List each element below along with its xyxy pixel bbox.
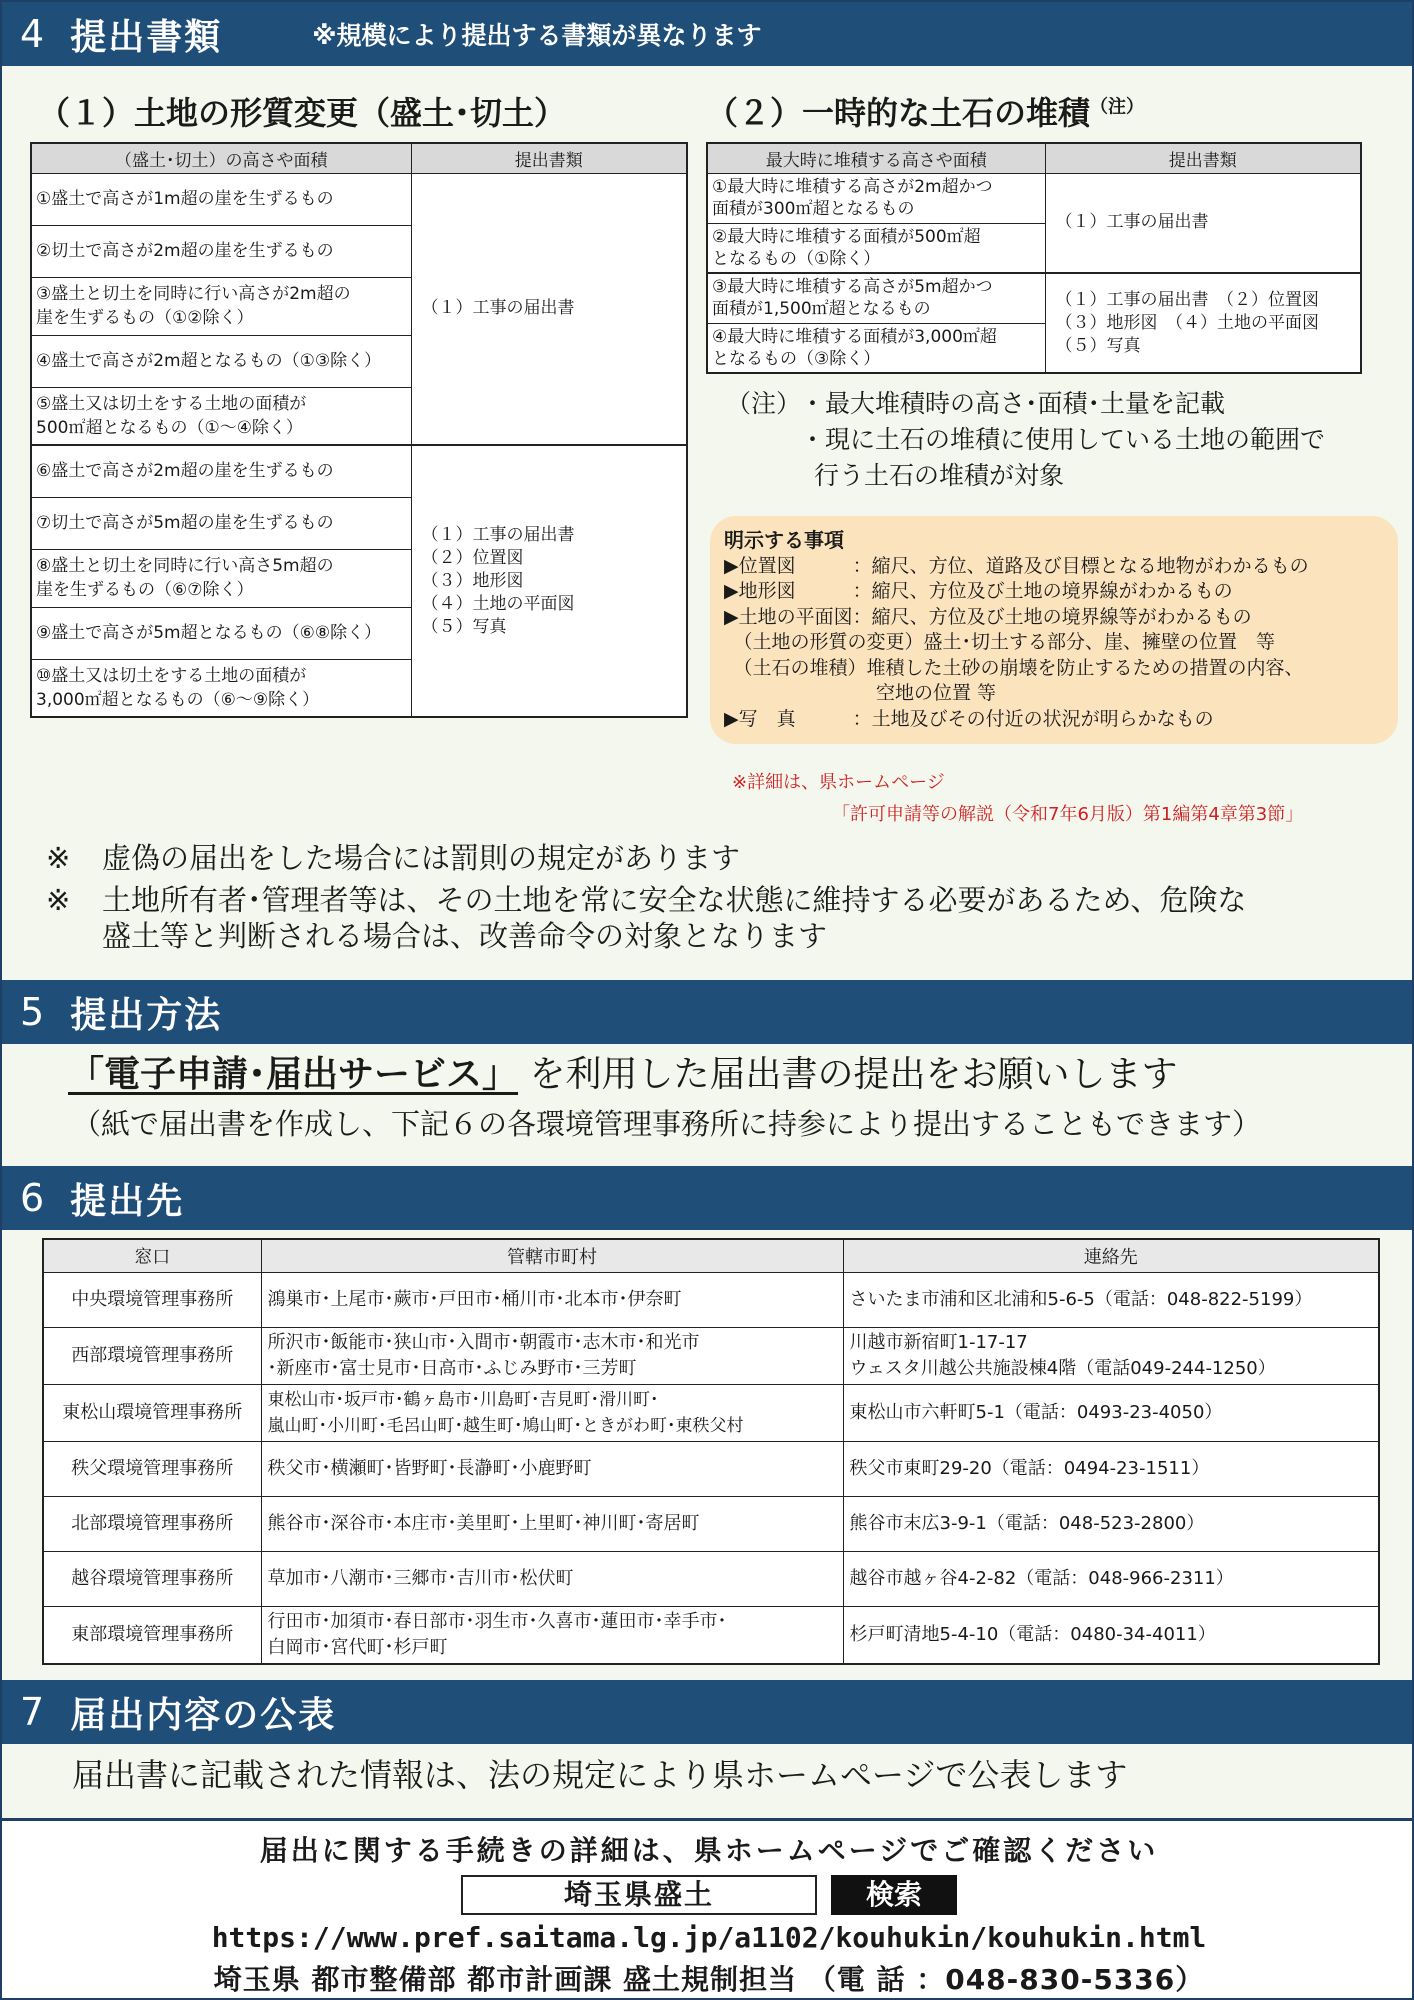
box-title: 明示する事項 (724, 528, 844, 552)
section-6-header (2, 1166, 1414, 1230)
box-line: 空地の位置 等 (724, 682, 997, 704)
section-number: 4 (20, 12, 45, 56)
table-cell: ④最大時に堆積する面積が3,000㎡超 となるもの（③除く） (707, 323, 1045, 373)
caution-order (46, 882, 1246, 954)
table-row (43, 1606, 1379, 1664)
section-title: 提出書類 (70, 16, 223, 58)
table-row (43, 1496, 1379, 1551)
box-line: （土地の形質の変更）盛土･切土する部分、崖、擁壁の位置 等 (724, 631, 1276, 653)
table-row (43, 1551, 1379, 1606)
table-cell: ②最大時に堆積する面積が500㎡超 となるもの（①除く） (707, 223, 1045, 273)
required-docs-cell: （１）工事の届出書 （２）位置図 （３）地形図 （４）土地の平面図 （５）写真 (1045, 273, 1361, 373)
jurisdiction: 熊谷市･深谷市･本庄市･美里町･上里町･神川町･寄居町 (261, 1496, 843, 1551)
homepage-url-link[interactable]: https://www.pref.saitama.lg.jp/a1102/kouhukin/kouhukin.html (211, 1921, 1207, 1954)
jurisdiction: 鴻巣市･上尾市･蕨市･戸田市･桶川市･北本市･伊奈町 (261, 1272, 843, 1327)
office-name: 中央環境管理事務所 (43, 1272, 261, 1327)
table-cell: ①最大時に堆積する高さが2m超かつ 面積が300㎡超となるもの (707, 173, 1045, 223)
contact: さいたま市浦和区北浦和5-6-5（電話：048-822-5199） (843, 1272, 1379, 1327)
column-header: 窓口 (43, 1239, 261, 1272)
table-cell: ⑤盛土又は切土をする土地の面積が 500㎡超となるもの（①～④除く） (31, 387, 411, 445)
table-cell: ⑧盛土と切土を同時に行い高さ5m超の 崖を生ずるもの（⑥⑦除く） (31, 549, 411, 607)
section-5-header (2, 980, 1414, 1044)
table-cell: ②切土で高さが2m超の崖を生ずるもの (31, 225, 411, 277)
search-keyword-field[interactable]: 埼玉県盛土 (461, 1875, 817, 1915)
heading-land-alteration: （１）土地の形質変更（盛土･切土） (38, 94, 567, 132)
footer (2, 1818, 1414, 2000)
section-7-header (2, 1680, 1414, 1744)
table-cell: ⑩盛土又は切土をする土地の面積が 3,000㎡超となるもの（⑥～⑨除く） (31, 659, 411, 717)
caution-text: 虚偽の届出をした場合には罰則の規定があります (102, 841, 741, 875)
note-text: 行う土石の堆積が対象 (814, 461, 1065, 490)
caution-text: 盛土等と判断される場合は、改善命令の対象となります (102, 919, 828, 953)
note-label: （注） (726, 389, 802, 418)
footer-lead: 届出に関する手続きの詳細は、県ホームページでご確認ください (259, 1834, 1159, 1867)
column-header: 提出書類 (411, 143, 687, 173)
contact: 東松山市六軒町5-1（電話：0493-23-4050） (843, 1384, 1379, 1441)
column-header: 提出書類 (1045, 143, 1361, 173)
publication-text: 届出書に記載された情報は、法の規定により県ホームページで公表します (72, 1756, 1128, 1794)
note-block (726, 386, 1325, 494)
section-4-header (2, 2, 1414, 66)
search-box (2, 1875, 1414, 1915)
table-cell: ③最大時に堆積する高さが5m超かつ 面積が1,500㎡超となるもの (707, 273, 1045, 323)
column-header: 連絡先 (843, 1239, 1379, 1272)
note-marker: （注） (1090, 96, 1145, 118)
table-cell: ④盛土で高さが2m超となるもの（①③除く） (31, 335, 411, 387)
office-name: 秩父環境管理事務所 (43, 1441, 261, 1496)
table-row (43, 1441, 1379, 1496)
office-name: 西部環境管理事務所 (43, 1327, 261, 1384)
caution-mark: ※ (46, 841, 71, 875)
box-line: ▶位置図 ：縮尺、方位、道路及び目標となる地物がわかるもの (724, 554, 1309, 577)
office-name: 東松山環境管理事務所 (43, 1384, 261, 1441)
section-number: 7 (20, 1690, 45, 1734)
section-note: ※規模により提出する書類が異なります (312, 21, 762, 50)
caution-penalty (46, 840, 740, 876)
stockpile-table (706, 142, 1362, 374)
section-title: 提出先 (70, 1180, 185, 1222)
submission-text: を利用した届出書の提出をお願いします (529, 1054, 1178, 1095)
caution-mark: ※ (46, 883, 71, 917)
column-header: （盛土･切土）の高さや面積 (31, 143, 411, 173)
jurisdiction: 東松山市･坂戸市･鶴ヶ島市･川島町･吉見町･滑川町･ 嵐山町･小川町･毛呂山町･越生町･鳩山町･ときがわ町･東秩父村 (261, 1384, 843, 1441)
column-header: 最大時に堆積する高さや面積 (707, 143, 1045, 173)
section-title: 提出方法 (70, 994, 223, 1036)
office-name: 北部環境管理事務所 (43, 1496, 261, 1551)
table-cell: ⑨盛土で高さが5m超となるもの（⑥⑧除く） (31, 607, 411, 659)
heading-text: （２）一時的な土石の堆積 (706, 94, 1091, 132)
jurisdiction: 所沢市･飯能市･狭山市･入間市･朝霞市･志木市･和光市 ･新座市･富士見市･日高市･ふじみ野市･三芳町 (261, 1327, 843, 1384)
e-application-service-link[interactable]: 「電子申請･届出サービス」 (68, 1054, 519, 1095)
box-line: ▶写 真 ：土地及びその付近の状況が明らかなもの (724, 707, 1214, 730)
submission-method (68, 1046, 1177, 1097)
search-button[interactable]: 検索 (831, 1875, 957, 1915)
required-items-box (710, 516, 1398, 744)
caution-text: 土地所有者･管理者等は、その土地を常に安全な状態に維持する必要があるため、危険な (102, 883, 1247, 917)
office-table (42, 1238, 1380, 1665)
table-cell: ⑦切土で高さが5m超の崖を生ずるもの (31, 497, 411, 549)
required-docs-cell: （１）工事の届出書 (1045, 173, 1361, 273)
table-cell: ⑥盛土で高さが2m超の崖を生ずるもの (31, 445, 411, 497)
section-number: 5 (20, 990, 45, 1034)
note-text: ・最大堆積時の高さ･面積･土量を記載 (800, 389, 1226, 418)
required-docs-cell: （１）工事の届出書 （２）位置図 （３）地形図 （４）土地の平面図 （５）写真 (411, 445, 687, 717)
contact: 越谷市越ヶ谷4-2-82（電話：048-966-2311） (843, 1551, 1379, 1606)
box-line: ▶土地の平面図：縮尺、方位及び土地の境界線等がわかるもの (724, 605, 1252, 628)
table-row (43, 1327, 1379, 1384)
land-alteration-table (30, 142, 688, 718)
box-line: ▶地形図 ：縮尺、方位及び土地の境界線がわかるもの (724, 580, 1233, 602)
detail-note: ※詳細は、県ホームページ (732, 772, 945, 793)
office-name: 東部環境管理事務所 (43, 1606, 261, 1664)
section-number: 6 (20, 1176, 45, 1220)
department-contact: 埼玉県 都市整備部 都市計画課 盛土規制担当 （電 話 ：048-830-5336） (213, 1963, 1205, 1996)
detail-reference-link[interactable]: 「許可申請等の解説（令和7年6月版）第1編第4章第3節」 (832, 804, 1304, 825)
heading-soil-stockpile (706, 88, 1144, 134)
contact: 熊谷市末広3-9-1（電話：048-523-2800） (843, 1496, 1379, 1551)
required-docs-cell: （１）工事の届出書 (411, 173, 687, 445)
jurisdiction: 秩父市･横瀬町･皆野町･長瀞町･小鹿野町 (261, 1441, 843, 1496)
contact: 秩父市東町29-20（電話：0494-23-1511） (843, 1441, 1379, 1496)
contact: 川越市新宿町1-17-17 ウェスタ川越公共施設棟4階（電話049-244-1250） (843, 1327, 1379, 1384)
column-header: 管轄市町村 (261, 1239, 843, 1272)
office-name: 越谷環境管理事務所 (43, 1551, 261, 1606)
table-cell: ③盛土と切土を同時に行い高さが2m超の 崖を生ずるもの（①②除く） (31, 277, 411, 335)
table-row (43, 1384, 1379, 1441)
note-text: ・現に土石の堆積に使用している土地の範囲で (800, 425, 1326, 454)
paper-submission-note: （紙で届出書を作成し、下記６の各環境管理事務所に持参により提出することもできます） (72, 1107, 1262, 1141)
box-line: （土石の堆積）堆積した土砂の崩壊を防止するための措置の内容、 (724, 656, 1304, 679)
table-cell: ①盛土で高さが1m超の崖を生ずるもの (31, 173, 411, 225)
jurisdiction: 行田市･加須市･春日部市･羽生市･久喜市･蓮田市･幸手市･ 白岡市･宮代町･杉戸町 (261, 1606, 843, 1664)
table-row (43, 1272, 1379, 1327)
section-title: 届出内容の公表 (70, 1694, 337, 1736)
jurisdiction: 草加市･八潮市･三郷市･吉川市･松伏町 (261, 1551, 843, 1606)
contact: 杉戸町清地5-4-10（電話：0480-34-4011） (843, 1606, 1379, 1664)
